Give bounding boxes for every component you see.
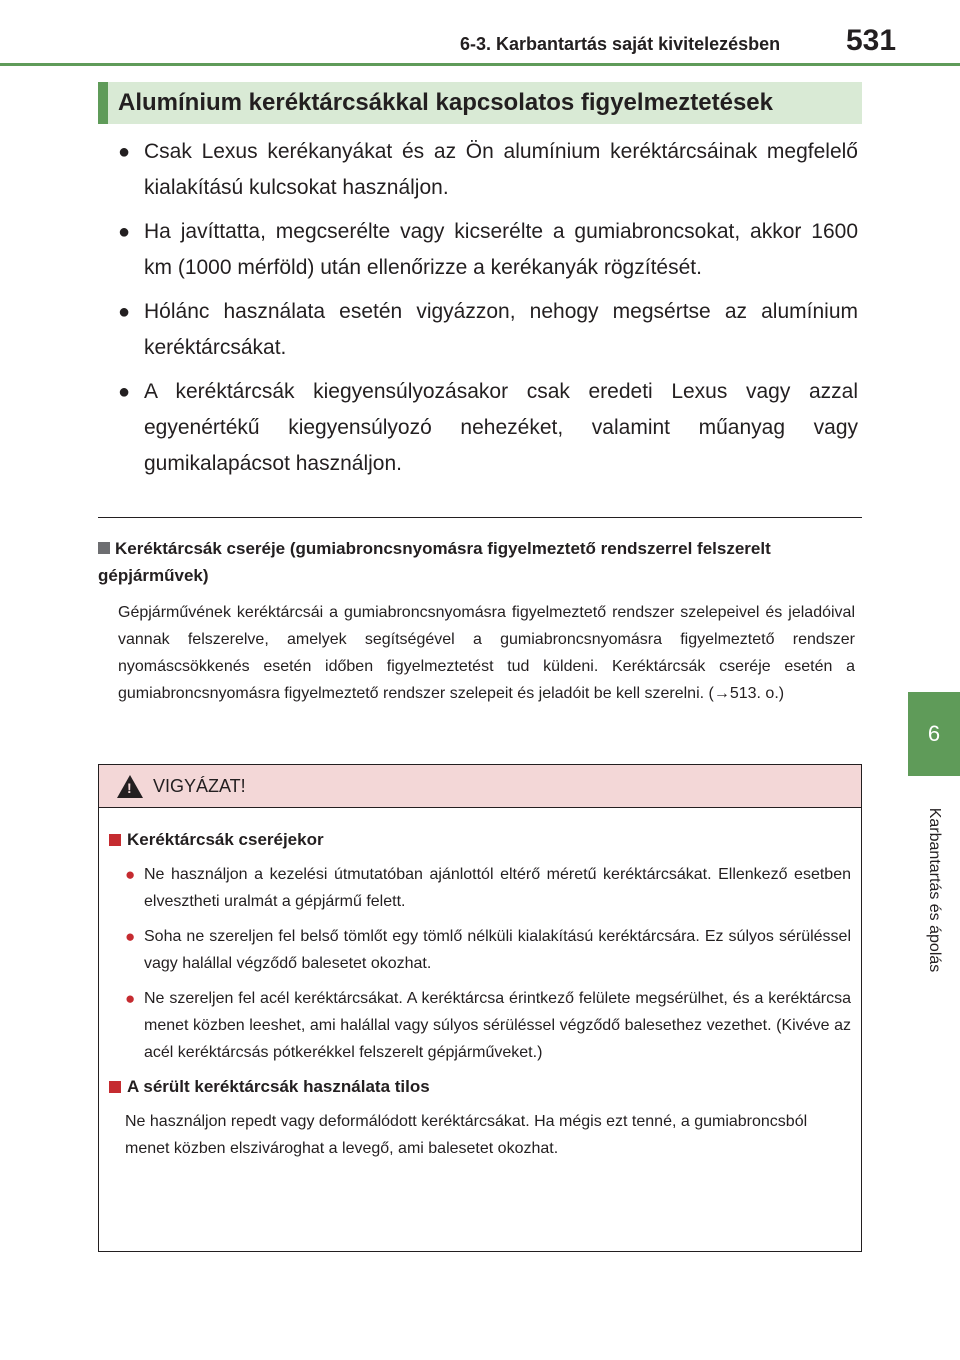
caution-item (125, 923, 851, 977)
wheel-replacement-heading (98, 535, 862, 589)
caution-header (99, 765, 861, 808)
caution-item-text: Ne szereljen fel acél keréktárcsákat. A keréktárcsa érintkező felülete megsérülhet, és a keréktárcsa menet közben leeshet, ami halállal vagy súlyos sérüléssel végződő balesethez vezethet. (Kivéve az acél keréktárcsás pótkerékkel felszerelt gépjárműveket.) (144, 990, 851, 1061)
bullet-dot-icon: ● (118, 141, 131, 163)
gray-square-icon (98, 542, 110, 554)
red-square-icon (109, 1081, 121, 1093)
caution-section-title: Keréktárcsák cseréjekor (127, 830, 324, 849)
chapter-side-tab (908, 692, 960, 776)
red-bullet-icon: ● (125, 989, 136, 1008)
caution-section-heading (109, 827, 851, 853)
caution-box (98, 764, 862, 1252)
red-bullet-icon: ● (125, 927, 136, 946)
bullet-dot-icon: ● (118, 221, 131, 243)
caution-list (125, 861, 851, 1066)
caution-item-text: Soha ne szereljen fel belső tömlőt egy tömlő nélküli kialakítású keréktárcsára. Ez súlyos sérüléssel vagy halállal végződő balesetet okozhat. (144, 928, 851, 972)
wheel-replacement-paragraph: Gépjárművének keréktárcsái a gumiabroncsnyomásra figyelmeztető rendszer szelepeivel és jeladóival vannak felszerelve, amelyek segítségével a gumiabroncsnyomásra figyelmeztető rendszer nyomáscsökkenés esetén időben figyelmeztetést tud küldeni. Keréktárcsák cseréje esetén a gumiabroncsnyomásra figyelmeztető rendszer szelepeit és jeladóit be kell szerelni. (→513. o.) (118, 604, 855, 702)
aluminum-warning-item (118, 214, 858, 286)
damaged-wheel-heading (109, 1074, 851, 1100)
caution-label: VIGYÁZAT! (153, 775, 246, 796)
aluminum-warning-text: Hólánc használata esetén vigyázzon, nehogy megsértse az alumínium keréktárcsákat. (144, 300, 858, 359)
chapter-side-label: Karbantartás és ápolás (926, 807, 943, 973)
bullet-dot-icon: ● (118, 301, 131, 323)
bullet-dot-icon: ● (118, 381, 131, 403)
warning-triangle-icon (117, 775, 143, 798)
aluminum-warning-item (118, 134, 858, 206)
aluminum-warning-text: Ha javíttatta, megcserélte vagy kicserélte a gumiabroncsokat, akkor 1600 km (1000 mérföld) után ellenőrizze a kerékanyák rögzítését. (144, 220, 858, 279)
damaged-wheel-paragraph: Ne használjon repedt vagy deformálódott keréktárcsákat. Ha mégis ezt tenné, a gumiabroncsból menet közben elszivároghat a levegő, ami balesetet okozhat. (125, 1113, 808, 1157)
page-number: 531 (846, 24, 897, 57)
aluminum-warning-item (118, 374, 858, 482)
aluminum-warning-text: A keréktárcsák kiegyensúlyozásakor csak eredeti Lexus vagy azzal egyenértékű kiegyensúlyozó nehezéket, valamint műanyag vagy gumikalapácsot használjon. (144, 380, 858, 475)
caution-item (125, 861, 851, 915)
section-divider (98, 517, 862, 518)
aluminum-warning-text: Csak Lexus kerékanyákat és az Ön alumínium keréktárcsáinak megfelelő kialakítású kulcsokat használjon. (144, 140, 858, 199)
chapter-number: 6 (927, 721, 941, 746)
caution-content (99, 807, 861, 1162)
caution-item-text: Ne használjon a kezelési útmutatóban ajánlottól eltérő méretű keréktárcsákat. Ellenkező esetben elvesztheti uralmát a gépjármű felett. (144, 866, 851, 910)
aluminum-warning-list (118, 134, 858, 490)
caution-item (125, 985, 851, 1066)
wheel-replacement-title: Keréktárcsák cseréje (gumiabroncsnyomásra figyelmeztető rendszerrel felszerelt gépjárművek) (98, 539, 771, 585)
chapter-section-title: 6-3. Karbantartás saját kivitelezésben (460, 34, 781, 54)
aluminum-warning-item (118, 294, 858, 366)
aluminum-warnings-heading: Alumínium keréktárcsákkal kapcsolatos figyelmeztetések (98, 82, 862, 124)
red-square-icon (109, 834, 121, 846)
red-bullet-icon: ● (125, 865, 136, 884)
header-green-rule (0, 63, 960, 66)
damaged-wheel-title: A sérült keréktárcsák használata tilos (127, 1077, 430, 1096)
